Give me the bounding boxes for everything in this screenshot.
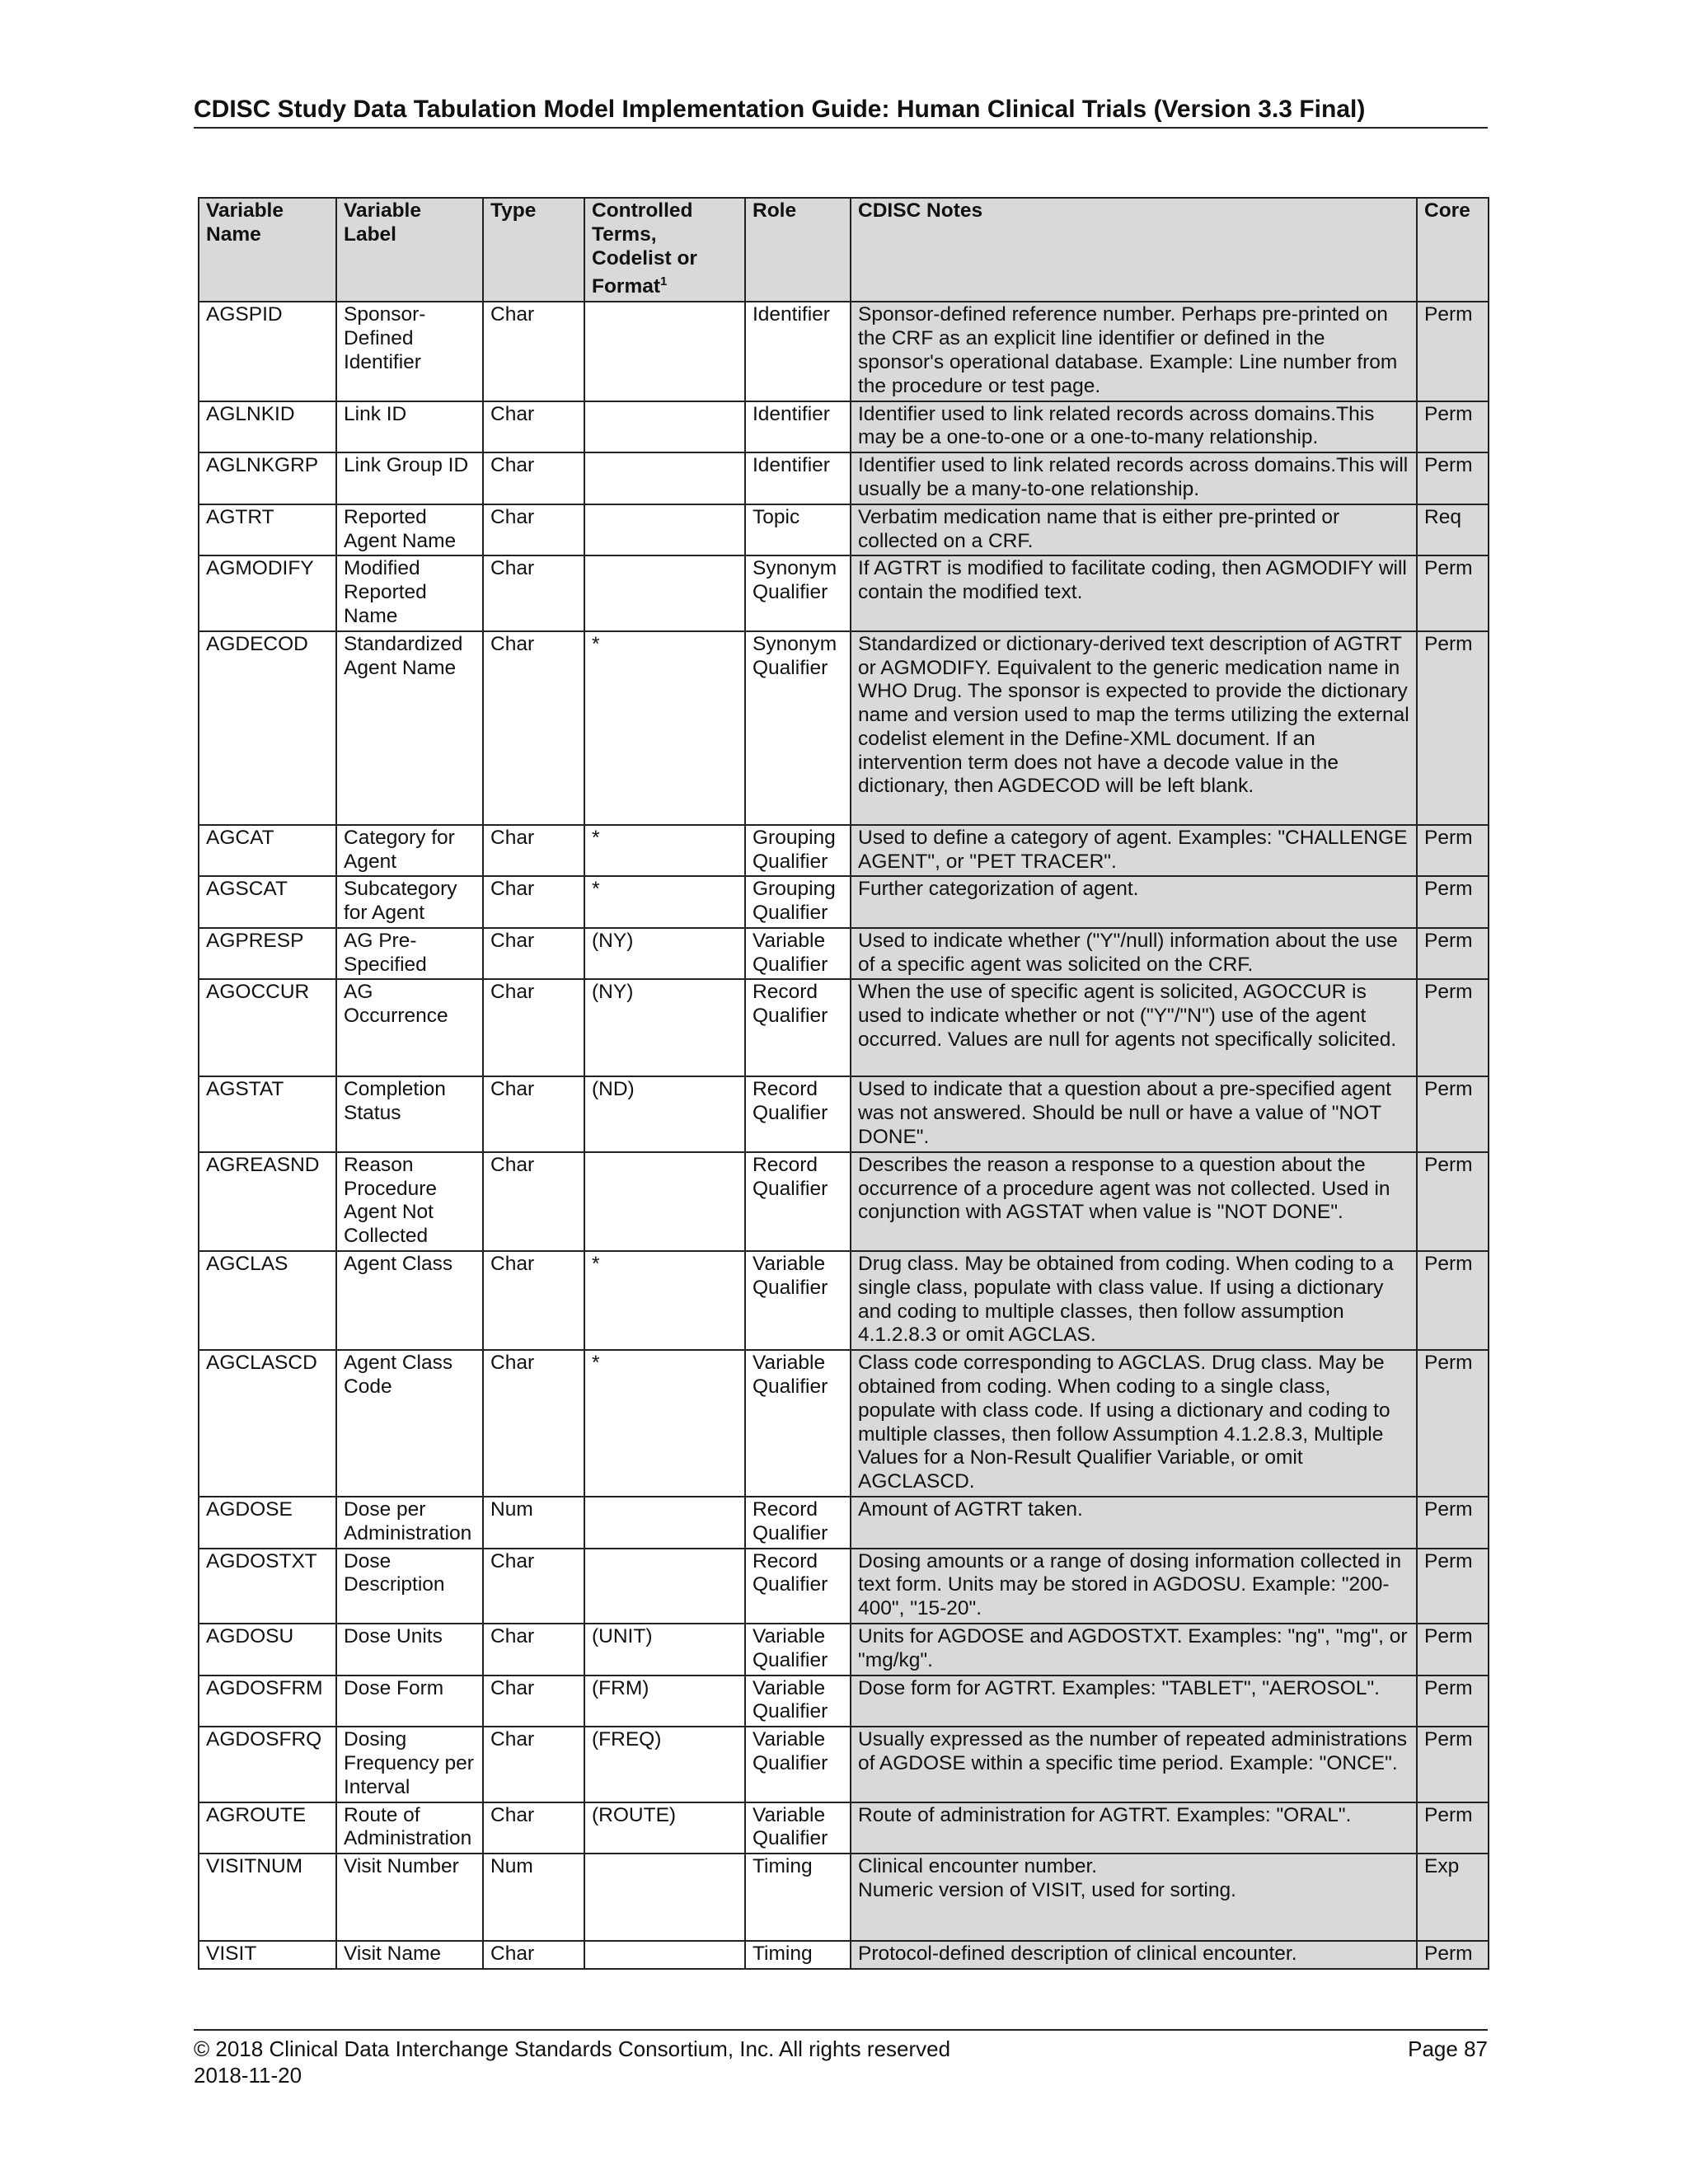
core-cell: Perm [1417, 876, 1489, 928]
core-cell: Perm [1417, 825, 1489, 877]
type-cell: Char [483, 1624, 584, 1675]
core-cell: Perm [1417, 1727, 1489, 1802]
type-cell: Char [483, 631, 584, 825]
role-cell: Timing [745, 1854, 851, 1941]
core-cell: Perm [1417, 1350, 1489, 1497]
role-cell: Grouping Qualifier [745, 876, 851, 928]
controlled-terms-cell [584, 1152, 745, 1251]
controlled-terms-cell: * [584, 631, 745, 825]
table-row [199, 1497, 1489, 1549]
role-cell: Synonym Qualifier [745, 631, 851, 825]
variable-label-cell: Modified Reported Name [336, 555, 483, 630]
role-cell: Record Qualifier [745, 1076, 851, 1151]
table-row [199, 928, 1489, 980]
col-header-role: Role [745, 198, 851, 302]
table-row [199, 979, 1489, 1076]
controlled-terms-cell: (NY) [584, 979, 745, 1076]
cdisc-notes-cell: Amount of AGTRT taken. [851, 1497, 1417, 1549]
col-header-controlled-terms-text: Controlled Terms, Codelist or Format [592, 199, 697, 298]
variable-name-cell: AGDOSU [199, 1624, 336, 1675]
type-cell: Char [483, 1727, 584, 1802]
type-cell: Char [483, 1549, 584, 1624]
cdisc-notes-cell: Dose form for AGTRT. Examples: "TABLET", "AEROSOL". [851, 1675, 1417, 1727]
table-row [199, 1624, 1489, 1675]
variable-label-cell: Agent Class [336, 1251, 483, 1350]
cdisc-notes-cell: Used to indicate that a question about a pre-specified agent was not answered. Should be null or have a value of "NOT DONE". [851, 1076, 1417, 1151]
cdisc-notes-cell: Units for AGDOSE and AGDOSTXT. Examples: "ng", "mg", or "mg/kg". [851, 1624, 1417, 1675]
variable-name-cell: VISIT [199, 1941, 336, 1969]
cdisc-notes-cell: Sponsor-defined reference number. Perhaps pre-printed on the CRF as an explicit line identifier or defined in the sponsor's operational database. Example: Line number from the procedure or test page. [851, 302, 1417, 401]
col-header-variable-name: Variable Name [199, 198, 336, 302]
page-number: Page 87 [1408, 2036, 1488, 2061]
type-cell: Char [483, 452, 584, 504]
core-cell: Perm [1417, 928, 1489, 980]
variable-label-cell: Sponsor-Defined Identifier [336, 302, 483, 401]
table-row [199, 1152, 1489, 1251]
role-cell: Grouping Qualifier [745, 825, 851, 877]
role-cell: Timing [745, 1941, 851, 1969]
type-cell: Char [483, 1350, 584, 1497]
controlled-terms-cell [584, 452, 745, 504]
variable-name-cell: AGDOSFRQ [199, 1727, 336, 1802]
core-cell: Perm [1417, 1076, 1489, 1151]
variable-label-cell: Visit Number [336, 1854, 483, 1941]
controlled-terms-cell: (NY) [584, 928, 745, 980]
variable-name-cell: AGDECOD [199, 631, 336, 825]
core-cell: Exp [1417, 1854, 1489, 1941]
core-cell: Perm [1417, 979, 1489, 1076]
copyright-text: © 2018 Clinical Data Interchange Standards Consortium, Inc. All rights reserved [194, 2036, 951, 2061]
document-title: CDISC Study Data Tabulation Model Implementation Guide: Human Clinical Trials (Version 3.3 Final) [194, 96, 1366, 123]
col-header-type: Type [483, 198, 584, 302]
core-cell: Perm [1417, 401, 1489, 453]
variable-label-cell: Agent Class Code [336, 1350, 483, 1497]
core-cell: Req [1417, 504, 1489, 556]
variables-table [198, 197, 1489, 1970]
role-cell: Record Qualifier [745, 979, 851, 1076]
table-row [199, 504, 1489, 556]
variable-name-cell: AGLNKGRP [199, 452, 336, 504]
cdisc-notes-cell: Dosing amounts or a range of dosing information collected in text form. Units may be stored in AGDOSU. Example: "200-400", "15-20". [851, 1549, 1417, 1624]
variable-name-cell: AGREASND [199, 1152, 336, 1251]
variable-label-cell: Category for Agent [336, 825, 483, 877]
variable-name-cell: AGLNKID [199, 401, 336, 453]
variable-name-cell: AGOCCUR [199, 979, 336, 1076]
cdisc-notes-cell: Verbatim medication name that is either pre-printed or collected on a CRF. [851, 504, 1417, 556]
core-cell: Perm [1417, 1251, 1489, 1350]
controlled-terms-cell: (ND) [584, 1076, 745, 1151]
table-row [199, 1802, 1489, 1854]
table-row [199, 876, 1489, 928]
table-row [199, 302, 1489, 401]
cdisc-notes-cell: Used to define a category of agent. Examples: "CHALLENGE AGENT", or "PET TRACER". [851, 825, 1417, 877]
variable-name-cell: AGDOSE [199, 1497, 336, 1549]
table-row [199, 1251, 1489, 1350]
variable-label-cell: Standardized Agent Name [336, 631, 483, 825]
table-row [199, 1675, 1489, 1727]
table-row [199, 825, 1489, 877]
type-cell: Num [483, 1854, 584, 1941]
type-cell: Char [483, 1251, 584, 1350]
variable-label-cell: Visit Name [336, 1941, 483, 1969]
controlled-terms-cell: * [584, 825, 745, 877]
core-cell: Perm [1417, 302, 1489, 401]
page-footer [194, 2029, 1488, 2088]
variable-name-cell: AGCLAS [199, 1251, 336, 1350]
core-cell: Perm [1417, 1497, 1489, 1549]
variable-label-cell: Dose Form [336, 1675, 483, 1727]
core-cell: Perm [1417, 1941, 1489, 1969]
core-cell: Perm [1417, 1549, 1489, 1624]
variable-name-cell: AGSCAT [199, 876, 336, 928]
table-row [199, 1854, 1489, 1941]
cdisc-notes-cell: When the use of specific agent is solicited, AGOCCUR is used to indicate whether or not ("Y"/"N") use of the agent occurred. Values are null for agents not specifically solicited. [851, 979, 1417, 1076]
table-row [199, 631, 1489, 825]
core-cell: Perm [1417, 1675, 1489, 1727]
controlled-terms-cell: (FRM) [584, 1675, 745, 1727]
cdisc-notes-cell: Standardized or dictionary-derived text description of AGTRT or AGMODIFY. Equivalent to the generic medication name in WHO Drug. The sponsor is expected to provide the dictionary name and version used to map the terms utilizing the external codelist element in the Define-XML document. If an intervention term does not have a decode value in the dictionary, then AGDECOD will be left blank. [851, 631, 1417, 825]
controlled-terms-cell [584, 504, 745, 556]
type-cell: Char [483, 1802, 584, 1854]
controlled-terms-cell: * [584, 1350, 745, 1497]
type-cell: Num [483, 1497, 584, 1549]
col-header-core: Core [1417, 198, 1489, 302]
cdisc-notes-cell: Route of administration for AGTRT. Examples: "ORAL". [851, 1802, 1417, 1854]
core-cell: Perm [1417, 555, 1489, 630]
controlled-terms-cell [584, 1549, 745, 1624]
table-row [199, 1350, 1489, 1497]
variable-name-cell: AGPRESP [199, 928, 336, 980]
role-cell: Variable Qualifier [745, 1251, 851, 1350]
cdisc-notes-cell: Clinical encounter number. Numeric version of VISIT, used for sorting. [851, 1854, 1417, 1941]
table-row [199, 1076, 1489, 1151]
footnote-marker: 1 [660, 274, 668, 289]
table-row [199, 401, 1489, 453]
col-header-cdisc-notes: CDISC Notes [851, 198, 1417, 302]
variable-label-cell: Link ID [336, 401, 483, 453]
type-cell: Char [483, 1941, 584, 1969]
variable-name-cell: AGDOSFRM [199, 1675, 336, 1727]
cdisc-notes-cell: Describes the reason a response to a question about the occurrence of a procedure agent was not collected. Used in conjunction with AGSTAT when value is "NOT DONE". [851, 1152, 1417, 1251]
variable-name-cell: AGCAT [199, 825, 336, 877]
variable-label-cell: Completion Status [336, 1076, 483, 1151]
variable-label-cell: Dose per Administration [336, 1497, 483, 1549]
variable-label-cell: Reason Procedure Agent Not Collected [336, 1152, 483, 1251]
core-cell: Perm [1417, 1802, 1489, 1854]
page-header [194, 96, 1488, 129]
cdisc-notes-cell: Identifier used to link related records across domains.This will usually be a many-to-one relationship. [851, 452, 1417, 504]
cdisc-notes-cell: Identifier used to link related records across domains.This may be a one-to-one or a one-to-many relationship. [851, 401, 1417, 453]
col-header-controlled-terms [584, 198, 745, 302]
role-cell: Identifier [745, 302, 851, 401]
type-cell: Char [483, 504, 584, 556]
cdisc-notes-cell: Class code corresponding to AGCLAS. Drug class. May be obtained from coding. When coding to a single class, populate with class code. If using a dictionary and coding to multiple classes, then follow Assumption 4.1.2.8.3, Multiple Values for a Non-Result Qualifier Variable, or omit AGCLASCD. [851, 1350, 1417, 1497]
role-cell: Variable Qualifier [745, 1624, 851, 1675]
type-cell: Char [483, 302, 584, 401]
type-cell: Char [483, 1152, 584, 1251]
variable-label-cell: Link Group ID [336, 452, 483, 504]
table-header-row [199, 198, 1489, 302]
variable-label-cell: Reported Agent Name [336, 504, 483, 556]
variable-label-cell: AG Pre-Specified [336, 928, 483, 980]
type-cell: Char [483, 979, 584, 1076]
variable-name-cell: AGSPID [199, 302, 336, 401]
document-date: 2018-11-20 [194, 2063, 302, 2088]
controlled-terms-cell [584, 555, 745, 630]
cdisc-notes-cell: If AGTRT is modified to facilitate coding, then AGMODIFY will contain the modified text. [851, 555, 1417, 630]
type-cell: Char [483, 555, 584, 630]
type-cell: Char [483, 401, 584, 453]
role-cell: Record Qualifier [745, 1497, 851, 1549]
variable-name-cell: AGTRT [199, 504, 336, 556]
cdisc-notes-cell: Usually expressed as the number of repeated administrations of AGDOSE within a specific time period. Example: "ONCE". [851, 1727, 1417, 1802]
cdisc-notes-cell: Drug class. May be obtained from coding. When coding to a single class, populate with class value. If using a dictionary and coding to multiple classes, then follow assumption 4.1.2.8.3 or omit AGCLAS. [851, 1251, 1417, 1350]
variable-name-cell: AGCLASCD [199, 1350, 336, 1497]
role-cell: Synonym Qualifier [745, 555, 851, 630]
variable-label-cell: Subcategory for Agent [336, 876, 483, 928]
controlled-terms-cell: * [584, 876, 745, 928]
cdisc-notes-cell: Protocol-defined description of clinical encounter. [851, 1941, 1417, 1969]
variable-label-cell: Dose Units [336, 1624, 483, 1675]
table-row [199, 1549, 1489, 1624]
type-cell: Char [483, 928, 584, 980]
type-cell: Char [483, 1076, 584, 1151]
cdisc-notes-cell: Used to indicate whether ("Y"/null) information about the use of a specific agent was solicited on the CRF. [851, 928, 1417, 980]
variable-name-cell: AGSTAT [199, 1076, 336, 1151]
table-row [199, 555, 1489, 630]
role-cell: Record Qualifier [745, 1152, 851, 1251]
variable-name-cell: VISITNUM [199, 1854, 336, 1941]
role-cell: Variable Qualifier [745, 1350, 851, 1497]
controlled-terms-cell [584, 1497, 745, 1549]
core-cell: Perm [1417, 631, 1489, 825]
variable-name-cell: AGMODIFY [199, 555, 336, 630]
role-cell: Variable Qualifier [745, 1675, 851, 1727]
role-cell: Record Qualifier [745, 1549, 851, 1624]
controlled-terms-cell [584, 401, 745, 453]
controlled-terms-cell: (ROUTE) [584, 1802, 745, 1854]
controlled-terms-cell: * [584, 1251, 745, 1350]
controlled-terms-cell [584, 1854, 745, 1941]
variable-label-cell: Route of Administration [336, 1802, 483, 1854]
core-cell: Perm [1417, 1624, 1489, 1675]
controlled-terms-cell [584, 302, 745, 401]
type-cell: Char [483, 825, 584, 877]
type-cell: Char [483, 1675, 584, 1727]
variable-label-cell: Dosing Frequency per Interval [336, 1727, 483, 1802]
role-cell: Identifier [745, 452, 851, 504]
role-cell: Topic [745, 504, 851, 556]
type-cell: Char [483, 876, 584, 928]
core-cell: Perm [1417, 1152, 1489, 1251]
role-cell: Variable Qualifier [745, 1802, 851, 1854]
controlled-terms-cell: (UNIT) [584, 1624, 745, 1675]
cdisc-notes-cell: Further categorization of agent. [851, 876, 1417, 928]
controlled-terms-cell [584, 1941, 745, 1969]
col-header-variable-label: Variable Label [336, 198, 483, 302]
footer-left [194, 2036, 950, 2088]
variable-label-cell: Dose Description [336, 1549, 483, 1624]
table-row [199, 452, 1489, 504]
variable-name-cell: AGROUTE [199, 1802, 336, 1854]
table-row [199, 1941, 1489, 1969]
variable-label-cell: AG Occurrence [336, 979, 483, 1076]
controlled-terms-cell: (FREQ) [584, 1727, 745, 1802]
role-cell: Identifier [745, 401, 851, 453]
variable-name-cell: AGDOSTXT [199, 1549, 336, 1624]
core-cell: Perm [1417, 452, 1489, 504]
table-row [199, 1727, 1489, 1802]
role-cell: Variable Qualifier [745, 928, 851, 980]
role-cell: Variable Qualifier [745, 1727, 851, 1802]
